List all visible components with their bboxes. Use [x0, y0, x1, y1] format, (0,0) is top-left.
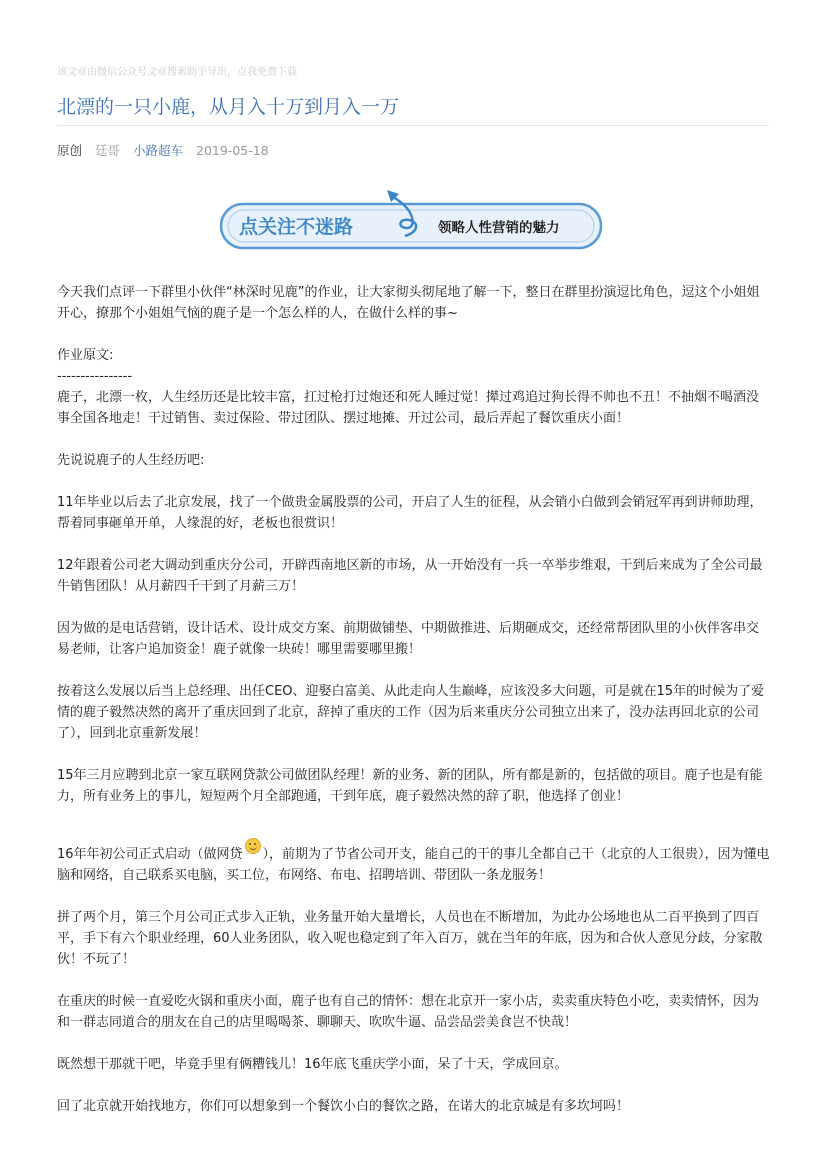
- publish-date: 2019-05-18: [196, 143, 269, 158]
- paragraph-2012: 12年跟着公司老大调动到重庆分公司，开辟西南地区新的市场，从一开始没有一兵一卒举步维艰，干到后来成为了全公司最牛销售团队！从月薪四千干到了月薪三万！: [57, 558, 763, 594]
- author-name: 廷哥: [95, 143, 121, 158]
- paragraph-chongqing: 在重庆的时候一直爱吃火锅和重庆小面，鹿子也有自己的情怀：想在北京开一家小店，卖卖重庆特色小吃，卖卖情怀，因为和一群志同道合的朋友在自己的店里喝喝茶、聊聊天、吹吹牛逼、品尝品尝美食岂不快哉！: [57, 994, 760, 1030]
- paragraph-intro: 今天我们点评一下群里小伙伴“林深时见鹿”的作业，让大家彻头彻尾地了解一下，整日在群里扮演逗比角色，逗这个小姐姐开心，撩那个小姐姐气恼的鹿子是一个怎么样的人，在做什么样的事~: [57, 285, 760, 321]
- paragraph-2016: [57, 838, 770, 886]
- paragraph-location: 回了北京就开始找地方，你们可以想象到一个餐饮小白的餐饮之路，在诺大的北京城是有多坎坷吗！: [57, 1099, 630, 1114]
- assignment-body: 鹿子，北漂一枚，人生经历还是比较丰富，扛过枪打过炮还和死人睡过觉！撵过鸡追过狗长得不帅也不丑！不抽烟不喝酒没事全国各地走！干过销售、卖过保险、带过团队、摆过地摊、开过公司，最后弄起了餐饮重庆小面！: [57, 390, 760, 426]
- assignment-label: 作业原文:: [57, 348, 114, 363]
- paragraph-assignment: [57, 345, 770, 429]
- title-divider: [57, 125, 769, 126]
- article-title: 北漂的一只小鹿，从月入十万到月入一万: [57, 96, 400, 118]
- paragraph-experience-intro: 先说说鹿子的人生经历吧:: [57, 453, 205, 468]
- banner-left-text: 点关注不迷路: [239, 216, 354, 238]
- banner-right-text: 领略人性营销的魅力: [438, 220, 560, 236]
- paragraph-2016-rest: ），前期为了节省公司开支，能自己的干的事儿全都自己干（北京的人工很贵），因为懂电脑和网络，自己联系买电脑，买工位，布网络、布电、招聘培训、带团队一条龙服务！: [57, 847, 770, 883]
- paragraph-2011: 11年毕业以后去了北京发展，找了一个做贵金属股票的公司，开启了人生的征程，从会销小白做到会销冠军再到讲师助理，帮着同事砸单开单，人缘混的好，老板也很赏识！: [57, 495, 763, 531]
- paragraph-telemarketing: 因为做的是电话营销，设计话术、设计成交方案、前期做铺垫、中期做推进、后期砸成交，还经常帮团队里的小伙伴客串交易老师，让客户追加资金！鹿子就像一块砖！哪里需要哪里搬！: [57, 621, 760, 657]
- article-body: [57, 282, 770, 1138]
- article-meta: [57, 141, 278, 159]
- paragraph-2015: 15年三月应聘到北京一家互联网贷款公司做团队经理！新的业务、新的团队，所有都是新的，包括做的项目。鹿子也是有能力，所有业务上的事儿，短短两个月全部跑通，干到年底，鹿子毅然决然的辞了职，他选择了创业！: [57, 768, 763, 804]
- account-link[interactable]: 小路超车: [133, 143, 184, 158]
- original-tag: 原创: [57, 143, 83, 158]
- export-notice-link[interactable]: 该文章由微信公众号文章搜索助手导出，点我免费下载: [57, 67, 297, 78]
- grin-emoji-icon: [245, 838, 261, 854]
- paragraph-return-beijing: 按着这么发展以后当上总经理、出任CEO、迎娶白富美、从此走向人生巅峰，应该没多大问题，可是就在15年的时候为了爱情的鹿子毅然决然的离开了重庆回到了北京，辞掉了重庆的工作（因为后来重庆分公司独立出来了，没办法再回北京的公司了），回到北京重新发展！: [57, 684, 765, 741]
- paragraph-growth: 拼了两个月，第三个月公司正式步入正轨，业务量开始大量增长，人员也在不断增加，为此办公场地也从二百平换到了四百平，手下有六个职业经理，60人业务团队，收入呢也稳定到了年入百万，就在当年的年底，因为和合伙人意见分歧，分家散伙！不玩了！: [57, 910, 763, 967]
- paragraph-decision: 既然想干那就干吧，毕竟手里有俩糟钱儿！16年底飞重庆学小面，呆了十天，学成回京。: [57, 1057, 568, 1072]
- assignment-divider: ----------------: [57, 369, 133, 384]
- paragraph-2016-start: 16年年初公司正式启动（做网贷: [57, 847, 243, 862]
- follow-banner: [219, 186, 603, 252]
